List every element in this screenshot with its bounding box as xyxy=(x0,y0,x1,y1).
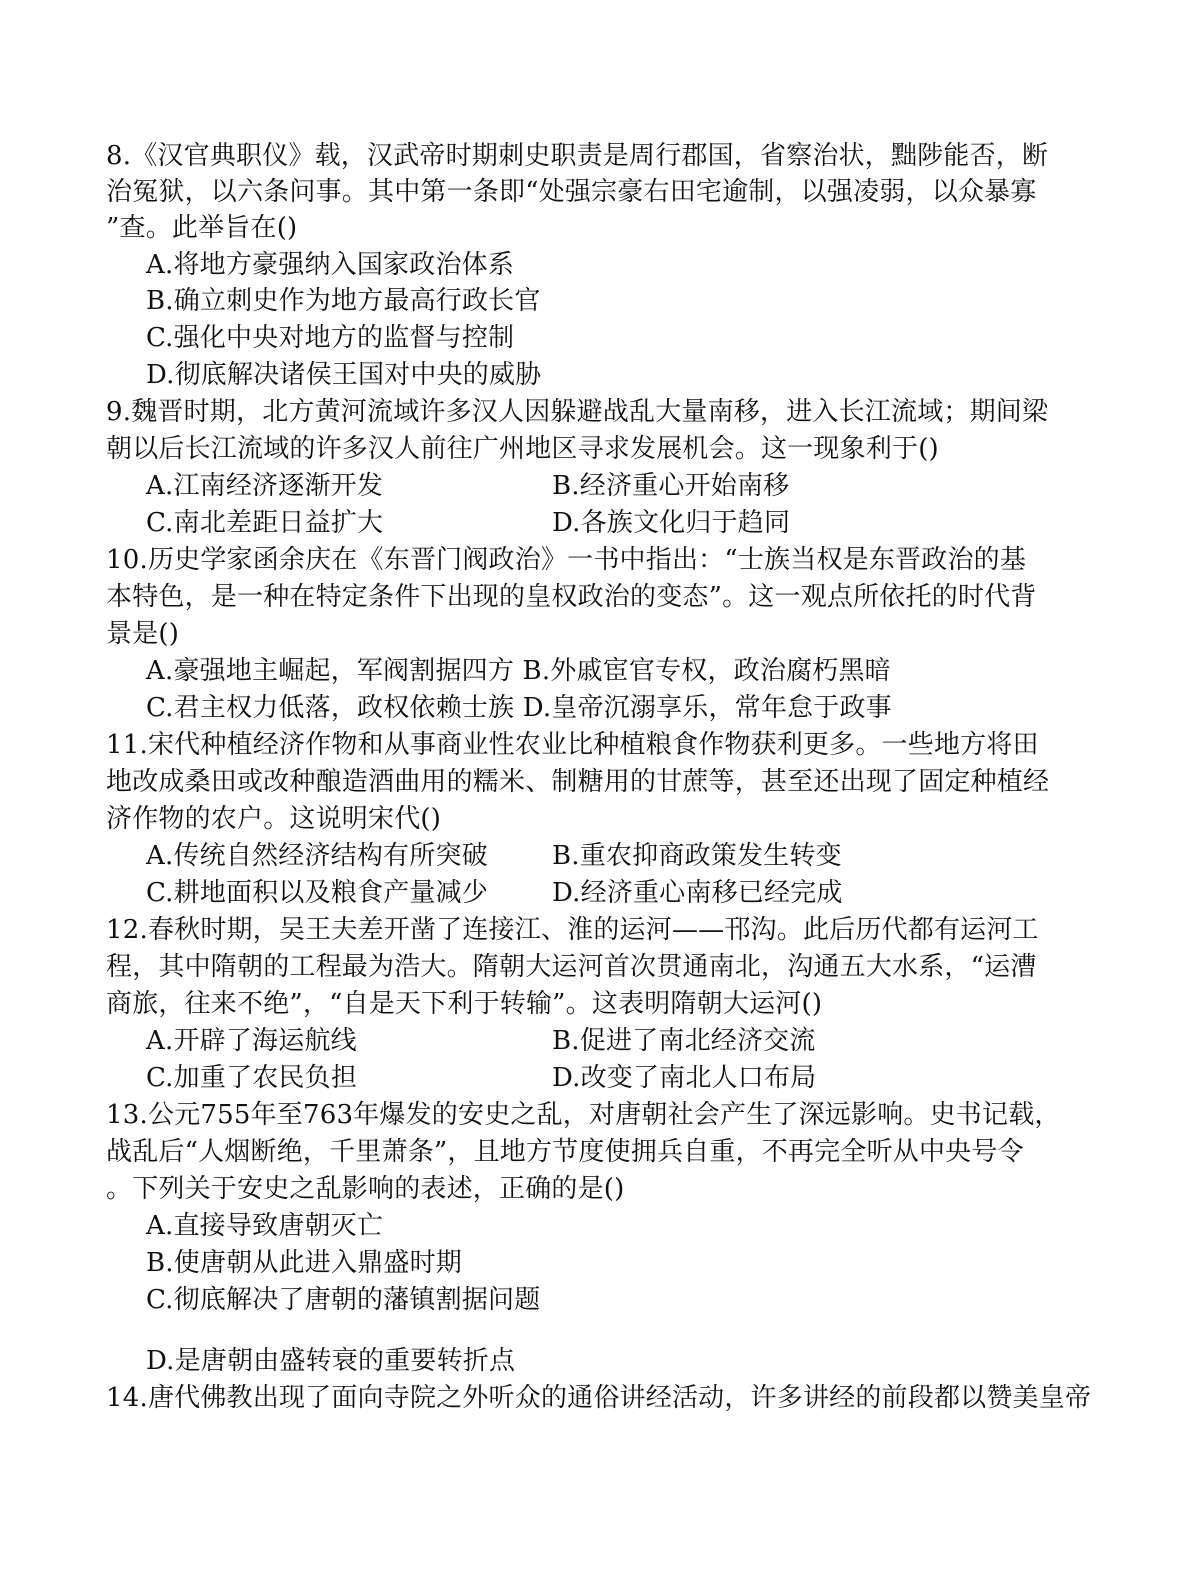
q13-option-b: B.使唐朝从此进入鼎盛时期 xyxy=(146,1248,462,1278)
q11-option-d: D.经济重心南移已经完成 xyxy=(552,878,843,908)
q8-stem-line-2: 治冤狱，以六条问事。其中第一条即“处强宗豪右田宅逾制，以强凌弱，以众暴寡 xyxy=(106,177,1037,207)
q9-option-c: C.南北差距日益扩大 xyxy=(146,508,384,538)
q11-stem-line-1: 11.宋代种植经济作物和从事商业性农业比种植粮食作物获利更多。一些地方将田 xyxy=(106,730,1039,760)
q12-option-b: B.促进了南北经济交流 xyxy=(552,1026,816,1056)
q13-option-c: C.彻底解决了唐朝的藩镇割据问题 xyxy=(146,1285,541,1315)
q10-options-line-2: C.君主权力低落，政权依赖士族 D.皇帝沉溺享乐，常年怠于政事 xyxy=(146,693,892,723)
q13-stem-line-1: 13.公元755年至763年爆发的安史之乱，对唐朝社会产生了深远影响。史书记载， xyxy=(106,1100,1061,1130)
q10-stem-line-3: 景是() xyxy=(106,619,180,649)
q13-option-a: A.直接导致唐朝灭亡 xyxy=(146,1211,384,1241)
q13-stem-line-2: 战乱后“人烟断绝，千里萧条”，且地方节度使拥兵自重，不再完全听从中央号令 xyxy=(106,1137,1024,1167)
q8-option-b: B.确立刺史作为地方最高行政长官 xyxy=(146,286,541,316)
q8-option-c: C.强化中央对地方的监督与控制 xyxy=(146,323,515,353)
q8-option-d: D.彻底解决诸侯王国对中央的威胁 xyxy=(146,360,542,390)
q9-stem-line-1: 9.魏晋时期，北方黄河流域许多汉人因躲避战乱大量南移，进入长江流域；期间梁 xyxy=(106,397,1049,427)
q12-option-c: C.加重了农民负担 xyxy=(146,1063,358,1093)
q13-option-d: D.是唐朝由盛转衰的重要转折点 xyxy=(146,1346,516,1376)
q8-stem-line-3: ”查。此举旨在() xyxy=(106,213,298,243)
q10-stem-line-1: 10.历史学家函余庆在《东晋门阀政治》一书中指出：“士族当权是东晋政治的基 xyxy=(106,545,1027,575)
q13-stem-line-3: 。下列关于安史之乱影响的表述，正确的是() xyxy=(106,1174,625,1204)
q9-stem-line-2: 朝以后长江流域的许多汉人前往广州地区寻求发展机会。这一现象利于() xyxy=(106,434,939,464)
q12-stem-line-1: 12.春秋时期，吴王夫差开凿了连接江、淮的运河——邗沟。此后历代都有运河工 xyxy=(106,915,1039,945)
q12-stem-line-2: 程，其中隋朝的工程最为浩大。隋朝大运河首次贯通南北，沟通五大水系，“运漕 xyxy=(106,952,1037,982)
q12-option-a: A.开辟了海运航线 xyxy=(146,1026,357,1056)
q9-option-b: B.经济重心开始南移 xyxy=(552,471,790,501)
q11-option-a: A.传统自然经济结构有所突破 xyxy=(146,841,488,871)
q12-stem-line-3: 商旅，往来不绝”，“自是天下利于转输”。这表明隋朝大运河() xyxy=(106,989,823,1019)
q11-stem-line-2: 地改成桑田或改种酿造酒曲用的糯米、制糖用的甘蔗等，甚至还出现了固定种植经 xyxy=(106,767,1050,797)
q12-option-d: D.改变了南北人口布局 xyxy=(552,1063,817,1093)
q14-stem-line-1: 14.唐代佛教出现了面向寺院之外听众的通俗讲经活动，许多讲经的前段都以赞美皇帝 xyxy=(106,1383,1092,1413)
q11-stem-line-3: 济作物的农户。这说明宋代() xyxy=(106,804,442,834)
q9-option-d: D.各族文化归于趋同 xyxy=(552,508,791,538)
q11-option-b: B.重农抑商政策发生转变 xyxy=(552,841,842,871)
q10-stem-line-2: 本特色，是一种在特定条件下出现的皇权政治的变态”。这一观点所依托的时代背 xyxy=(106,582,1037,612)
q9-option-a: A.江南经济逐渐开发 xyxy=(146,471,384,501)
q10-options-line-1: A.豪强地主崛起，军阀割据四方 B.外戚宦官专权，政治腐朽黑暗 xyxy=(146,656,891,686)
q11-option-c: C.耕地面积以及粮食产量减少 xyxy=(146,878,489,908)
q8-stem-line-1: 8.《汉官典职仪》载，汉武帝时期刺史职责是周行郡国，省察治状，黜陟能否，断 xyxy=(106,141,1049,171)
q8-option-a: A.将地方豪强纳入国家政治体系 xyxy=(146,250,515,280)
